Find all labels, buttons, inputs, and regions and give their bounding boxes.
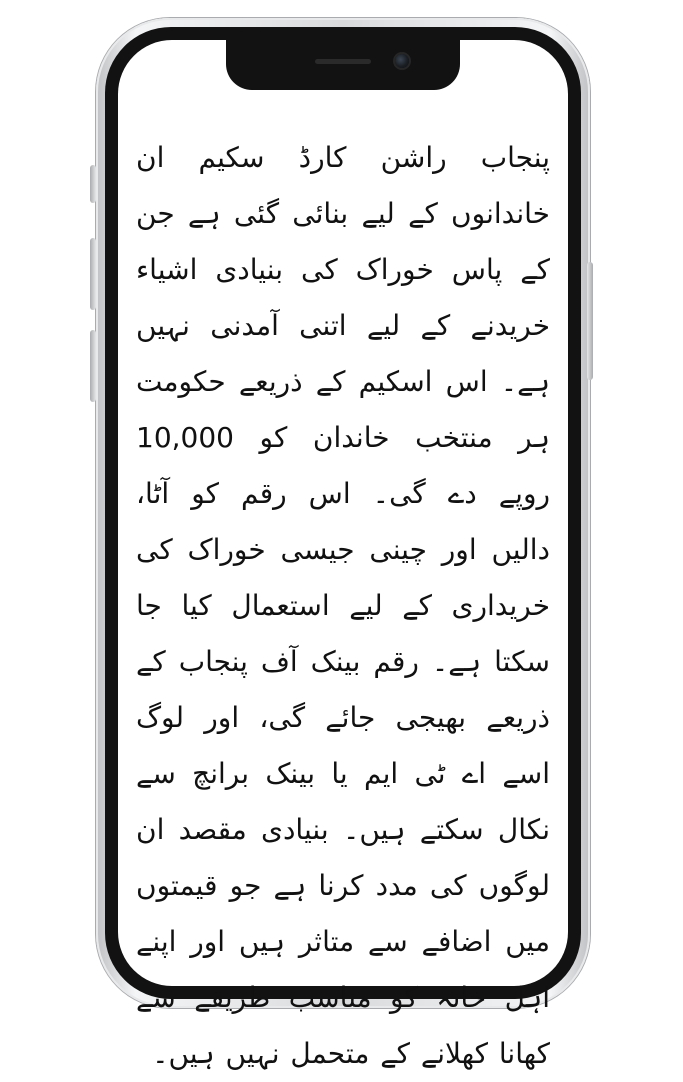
- volume-up-button: [90, 238, 96, 310]
- phone-frame: [96, 18, 590, 1070]
- article-text: پنجاب راشن کارڈ سکیم ان خاندانوں کے لیے بنائی گئی ہے جن کے پاس خوراک کی بنیادی اشیاء خریدنے کے لیے اتنی آمدنی نہیں ہے۔ اس اسکیم کے ذریعے حکومت ہر منتخب خاندان کو 10,000 روپے دے گی۔ اس رقم کو آٹا، دالیں اور چینی جیسی خوراک کی خریداری کے لیے استعمال کیا جا سکتا ہے۔ رقم بینک آف پنجاب کے ذریعے بھیجی جائے گی، اور لوگ اسے اے ٹی ایم یا بینک برانچ سے نکال سکتے ہیں۔ بنیادی مقصد ان لوگوں کی مدد کرنا ہے جو قیمتوں میں اضافے سے متاثر ہیں اور اپنے اہل خانہ کو مناسب طریقے سے کھانا کھلانے کے متحمل نہیں ہیں۔: [136, 141, 550, 1070]
- volume-down-button: [90, 330, 96, 402]
- front-camera-icon: [395, 54, 409, 68]
- speaker-icon: [315, 59, 371, 64]
- power-button: [587, 262, 593, 380]
- phone-notch: [226, 40, 460, 90]
- phone-bezel: [105, 27, 581, 1070]
- phone-screen: [118, 40, 568, 1070]
- silent-switch: [90, 165, 96, 203]
